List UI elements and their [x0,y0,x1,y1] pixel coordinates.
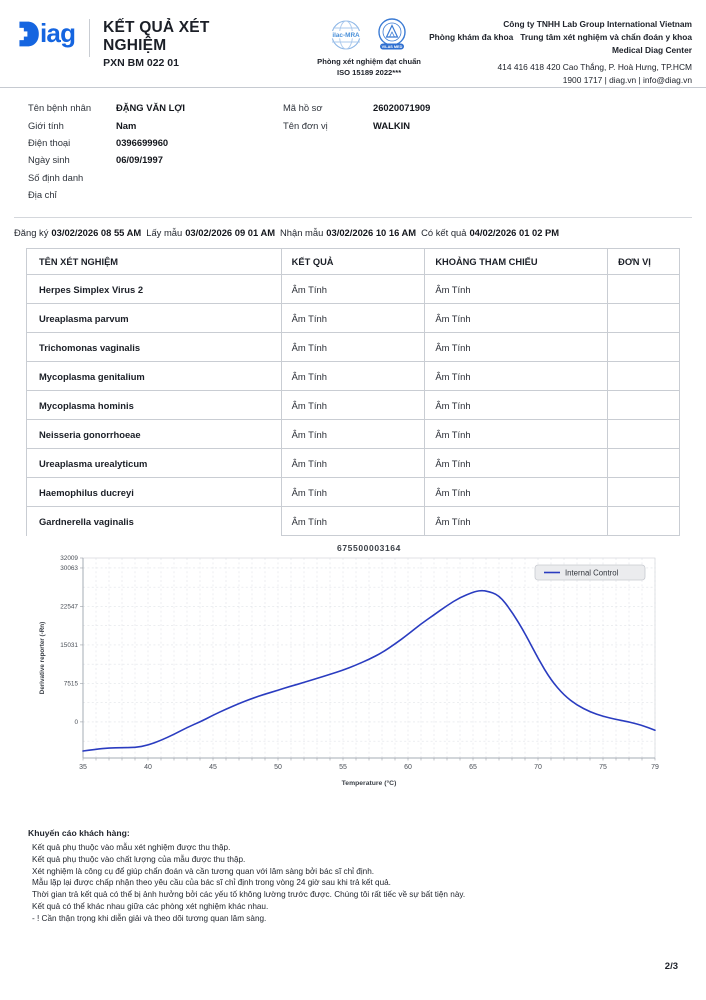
vilas-boa-logo-icon [374,17,410,55]
ilac-mra-logo-icon [328,17,364,53]
column-header: KHOẢNG THAM CHIẾU [425,249,608,275]
cell-test-name: Herpes Simplex Virus 2 [27,275,282,304]
results-table [26,248,680,536]
table-row [27,275,680,304]
results-table-header-row [27,249,680,275]
cell-unit [608,420,680,449]
x-axis-title: Temperature (°C) [341,780,397,788]
x-tick-label: 79 [651,764,659,772]
field-value: WALKIN [373,119,410,131]
table-row [27,420,680,449]
cell-test-name: Mycoplasma hominis [27,391,282,420]
cell-reference: Âm Tính [425,420,608,449]
timeline-label: Lấy mẫu [146,227,183,239]
header-vertical-divider [89,19,90,57]
patient-info-left [28,99,283,203]
accreditation-block [309,17,429,78]
melt-curve-chart-container [33,542,673,799]
cell-unit [608,391,680,420]
x-tick-label: 65 [469,764,477,772]
cert-caption-line1: Phòng xét nghiệm đạt chuẩn [317,57,421,66]
column-header: ĐƠN VỊ [608,249,680,275]
patient-field-row [283,99,430,116]
table-row [27,507,680,536]
cert-caption-line2: ISO 15189 2022*** [336,67,402,77]
timeline-value: 04/02/2026 01 02 PM [469,227,560,239]
patient-field-row [28,186,283,203]
results-table-body [27,275,680,536]
accreditation-logos [309,17,429,55]
cell-reference: Âm Tính [425,304,608,333]
advisory-line: Thời gian trả kết quả có thể bị ảnh hưởng bởi các yếu tố không lường trước được. Chúng tôi rất tiếc về sự bất tiện này. [32,890,466,900]
cell-unit [608,275,680,304]
company-line: Phòng khám đa khoa Trung tâm xét nghiệm và chẩn đoán y khoa [429,32,692,43]
cell-reference: Âm Tính [425,478,608,507]
cell-result: Âm Tính [281,449,425,478]
diag-logo [14,17,75,48]
cell-reference: Âm Tính [425,391,608,420]
x-tick-label: 55 [339,764,347,772]
advisory-line: Xét nghiệm là công cụ để giúp chẩn đoán và cần tương quan với lâm sàng bởi bác sĩ chỉ định. [32,866,375,876]
field-value: 26020071909 [373,102,431,114]
field-label: Tên đơn vị [283,119,328,131]
field-label: Mã hồ sơ [283,102,323,114]
company-contact: 1900 1717 | diag.vn | info@diag.vn [562,75,692,86]
advisory-section [28,827,692,925]
x-tick-label: 75 [599,764,607,772]
table-row [27,478,680,507]
company-info [429,17,692,87]
timeline-label: Có kết quả [421,227,467,239]
patient-field-row [28,99,283,116]
cell-unit [608,362,680,391]
y-tick-label: 15031 [60,642,78,650]
advisory-line: Kết quả phụ thuộc vào mẫu xét nghiệm được thu thập. [32,842,231,852]
cell-unit [608,449,680,478]
cell-result: Âm Tính [281,420,425,449]
field-label: Địa chỉ [28,189,57,201]
timeline-label: Đăng ký [14,227,49,239]
field-label: Ngày sinh [28,154,70,166]
x-tick-label: 50 [274,764,282,772]
patient-field-row [28,151,283,168]
patient-field-row [28,116,283,133]
advisory-title: Khuyến cáo khách hàng: [28,828,130,839]
cell-test-name: Ureaplasma parvum [27,304,282,333]
table-row [27,333,680,362]
table-row [27,449,680,478]
cell-reference: Âm Tính [425,362,608,391]
cell-test-name: Trichomonas vaginalis [27,333,282,362]
cell-unit [608,304,680,333]
patient-field-row [28,169,283,186]
y-tick-label: 0 [74,719,78,727]
table-row [27,362,680,391]
y-tick-label: 30063 [60,565,78,573]
y-tick-label: 32009 [60,555,78,563]
title-block [103,17,267,69]
table-row [27,304,680,333]
cell-test-name: Gardnerella vaginalis [27,507,282,536]
field-label: Giới tính [28,119,64,131]
cell-test-name: Ureaplasma urealyticum [27,449,282,478]
cell-reference: Âm Tính [425,507,608,536]
x-tick-label: 45 [209,764,217,772]
cell-result: Âm Tính [281,507,425,536]
field-label: Điện thoại [28,136,71,148]
y-tick-label: 7515 [63,680,78,688]
field-value: Nam [116,119,137,131]
page-title: KẾT QUẢ XÉT NGHIỆM [103,19,210,54]
accreditation-caption [309,57,429,78]
cell-result: Âm Tính [281,275,425,304]
field-value: ĐẶNG VĂN LỢI [116,102,185,114]
company-address: 414 416 418 420 Cao Thắng, P. Hoà Hưng, TP.HCM [497,62,692,73]
cell-test-name: Neisseria gonorrhoeae [27,420,282,449]
x-tick-label: 70 [534,764,542,772]
column-header: KẾT QUẢ [281,249,425,275]
chart-title: 675500003164 [337,543,401,554]
x-tick-label: 60 [404,764,412,772]
x-tick-label: 35 [79,764,87,772]
cell-reference: Âm Tính [425,275,608,304]
company-bold-lines [429,18,692,57]
field-label: Số định danh [28,171,84,183]
diag-logo-text: iag [40,18,76,48]
sample-timeline [0,218,706,238]
cell-result: Âm Tính [281,391,425,420]
advisory-lines [28,842,692,925]
y-tick-label: 22547 [60,603,78,611]
field-label: Tên bệnh nhân [28,102,92,114]
advisory-line: Kết quả phụ thuộc vào chất lượng của mẫu được thu thập. [32,854,246,864]
page-number: 2/3 [664,961,678,972]
timeline-label: Nhận mẫu [280,227,324,239]
patient-field-row [283,116,430,133]
company-line: Medical Diag Center [611,45,692,56]
cell-result: Âm Tính [281,333,425,362]
svg-text:ilac-MRA: ilac-MRA [332,31,360,39]
legend-label: Internal Control [565,568,619,578]
advisory-line: Mẫu lặp lại được chấp nhận theo yêu cầu của bác sĩ chỉ định trong vòng 24 giờ sau khi trả kết quả. [32,878,391,888]
patient-field-row [28,134,283,151]
timeline-value: 03/02/2026 08 55 AM [51,227,142,239]
column-header: TÊN XÉT NGHIỆM [27,249,282,275]
melt-curve-chart [33,542,673,794]
cell-unit [608,333,680,362]
patient-info [0,88,706,203]
x-tick-label: 40 [144,764,152,772]
cell-result: Âm Tính [281,478,425,507]
advisory-line: Kết quả có thể khác nhau giữa các phòng xét nghiệm khác nhau. [32,902,269,912]
cell-test-name: Mycoplasma genitalium [27,362,282,391]
field-value: 0396699960 [116,136,169,148]
cell-unit [608,507,680,536]
field-value: 06/09/1997 [116,154,163,166]
advisory-line: - ! Cần thận trọng khi diễn giải và theo dõi tương quan lâm sàng. [32,914,267,924]
cell-unit [608,478,680,507]
cell-result: Âm Tính [281,362,425,391]
cell-result: Âm Tính [281,304,425,333]
cell-reference: Âm Tính [425,333,608,362]
patient-info-right [283,99,430,203]
cell-test-name: Haemophilus ducreyi [27,478,282,507]
svg-text:VILAS MED: VILAS MED [381,45,403,49]
form-code: PXN BM 022 01 [103,57,179,69]
company-line: Công ty TNHH Lab Group International Vietnam [503,19,692,29]
y-axis-title: Derivative reporter (-Rn) [39,622,46,695]
timeline-value: 03/02/2026 10 16 AM [326,227,417,239]
table-row [27,391,680,420]
timeline-value: 03/02/2026 09 01 AM [185,227,276,239]
report-header [0,0,706,88]
diag-logo-d-icon [14,20,41,48]
cell-reference: Âm Tính [425,449,608,478]
